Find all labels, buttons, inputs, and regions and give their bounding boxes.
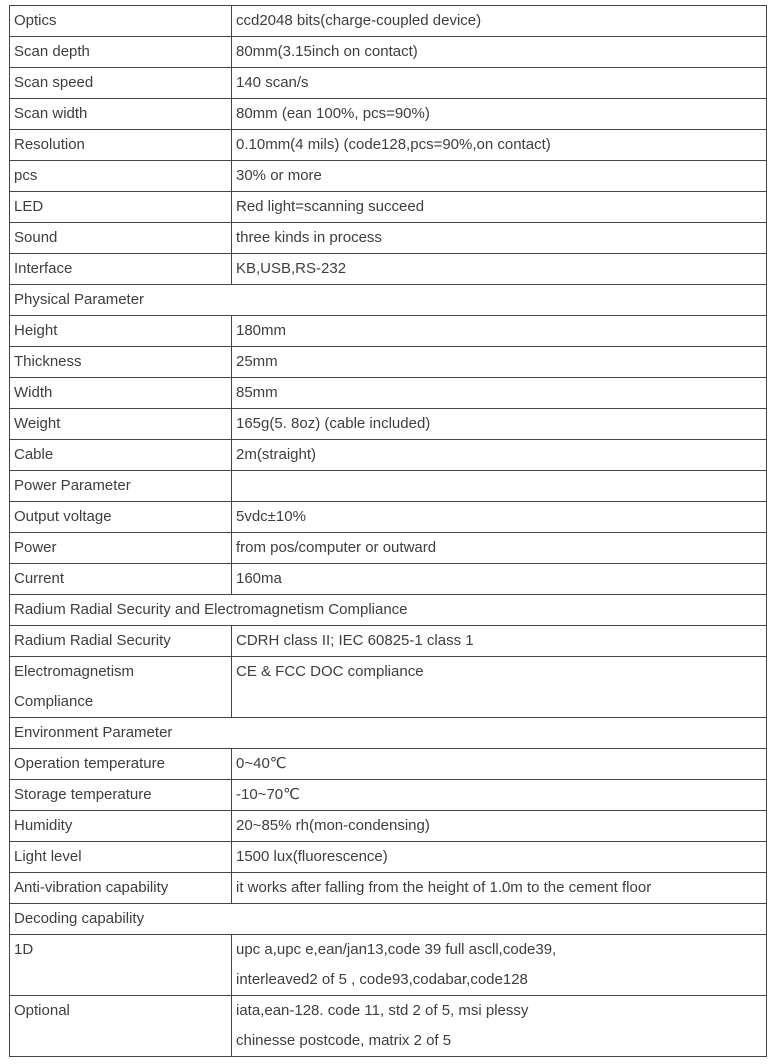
spec-value-cell — [232, 99, 767, 130]
spec-value-cell — [232, 37, 767, 68]
spec-label-cell — [10, 68, 232, 99]
cell-text-line — [236, 471, 764, 501]
cell-text-line: Sound — [14, 229, 58, 246]
table-row — [10, 873, 767, 904]
cell-text-line: Radium Radial Security — [14, 632, 171, 649]
spec-label-cell — [10, 842, 232, 873]
table-row — [10, 99, 767, 130]
cell-text-line: 25mm — [236, 353, 278, 370]
table-row — [10, 316, 767, 347]
section-header-row — [10, 285, 767, 316]
spec-label-cell — [10, 347, 232, 378]
spec-value-cell — [232, 935, 767, 996]
spec-label-cell — [10, 378, 232, 409]
cell-text-line: chinesse postcode, matrix 2 of 5 — [236, 1032, 452, 1049]
spec-value-cell — [232, 192, 767, 223]
table-row — [10, 378, 767, 409]
spec-label-cell — [10, 657, 232, 718]
spec-value-cell — [232, 626, 767, 657]
table-row — [10, 749, 767, 780]
cell-text-line: 165g(5. 8oz) (cable included) — [236, 415, 431, 432]
cell-text-line: Radium Radial Security and Electromagnetism Compliance — [14, 601, 408, 618]
table-row — [10, 842, 767, 873]
table-row — [10, 223, 767, 254]
cell-text-line: Scan depth — [14, 43, 90, 60]
spec-value-cell — [232, 811, 767, 842]
cell-text-line: from pos/computer or outward — [236, 539, 437, 556]
cell-text-line: 85mm — [236, 384, 278, 401]
spec-label-cell — [10, 502, 232, 533]
table-row — [10, 130, 767, 161]
section-header-cell — [10, 595, 767, 626]
spec-value-cell — [232, 409, 767, 440]
spec-label-cell — [10, 161, 232, 192]
table-row — [10, 6, 767, 37]
cell-text-line: upc a,upc e,ean/jan13,code 39 full ascll,code39, — [236, 941, 557, 958]
spec-value-cell — [232, 440, 767, 471]
table-row — [10, 192, 767, 223]
spec-label-cell — [10, 471, 232, 502]
cell-text-line: Power — [14, 539, 57, 556]
section-header-cell — [10, 285, 767, 316]
cell-text-line: three kinds in process — [236, 229, 382, 246]
table-row — [10, 811, 767, 842]
cell-text-line: Height — [14, 322, 58, 339]
spec-label-cell — [10, 996, 232, 1057]
spec-value-cell — [232, 873, 767, 904]
cell-text-line: Storage temperature — [14, 786, 152, 803]
spec-label-cell — [10, 564, 232, 595]
cell-text-line: KB,USB,RS-232 — [236, 260, 347, 277]
cell-text-line: interleaved2 of 5 , code93,codabar,code128 — [236, 971, 528, 988]
cell-text-line: Compliance — [14, 693, 94, 710]
spec-label-cell — [10, 130, 232, 161]
spec-table-body — [10, 6, 767, 1057]
cell-text-line: CE & FCC DOC compliance — [236, 663, 424, 680]
section-header-row — [10, 904, 767, 935]
spec-value-cell — [232, 996, 767, 1057]
cell-text-line: Current — [14, 570, 65, 587]
spec-table — [9, 5, 767, 1057]
cell-text-line: -10~70℃ — [236, 786, 300, 803]
section-header-row — [10, 595, 767, 626]
cell-text-line: 2m(straight) — [236, 446, 317, 463]
table-row — [10, 533, 767, 564]
cell-text-line: 80mm(3.15inch on contact) — [236, 43, 418, 60]
cell-text-line: Red light=scanning succeed — [236, 198, 425, 215]
spec-value-cell — [232, 6, 767, 37]
table-row — [10, 68, 767, 99]
cell-text-line: CDRH class II; IEC 60825-1 class 1 — [236, 632, 474, 649]
spec-value-cell — [232, 161, 767, 192]
spec-value-cell — [232, 254, 767, 285]
spec-value-cell — [232, 749, 767, 780]
table-row — [10, 409, 767, 440]
table-row — [10, 657, 767, 718]
spec-value-cell — [232, 378, 767, 409]
spec-value-cell — [232, 502, 767, 533]
spec-value-cell — [232, 130, 767, 161]
spec-value-cell — [232, 347, 767, 378]
table-row — [10, 471, 767, 502]
table-row — [10, 626, 767, 657]
section-header-cell — [10, 904, 767, 935]
cell-text-line: ccd2048 bits(charge-coupled device) — [236, 12, 482, 29]
table-row — [10, 502, 767, 533]
cell-text-line: Physical Parameter — [14, 291, 145, 308]
spec-label-cell — [10, 37, 232, 68]
cell-text-line: LED — [14, 198, 44, 215]
spec-label-cell — [10, 749, 232, 780]
spec-value-cell — [232, 780, 767, 811]
cell-text-line: pcs — [14, 167, 38, 184]
spec-label-cell — [10, 780, 232, 811]
cell-text-line: 1D — [14, 941, 34, 958]
cell-text-line: Environment Parameter — [14, 724, 173, 741]
cell-text-line: iata,ean-128. code 11, std 2 of 5, msi plessy — [236, 1002, 529, 1019]
spec-value-cell — [232, 657, 767, 718]
spec-value-cell — [232, 842, 767, 873]
spec-value-cell — [232, 564, 767, 595]
spec-label-cell — [10, 811, 232, 842]
cell-text-line: Optional — [14, 1002, 70, 1019]
spec-label-cell — [10, 6, 232, 37]
table-row — [10, 564, 767, 595]
table-row — [10, 161, 767, 192]
table-row — [10, 440, 767, 471]
cell-text-line: Weight — [14, 415, 61, 432]
spec-label-cell — [10, 533, 232, 564]
cell-text-line: Humidity — [14, 817, 73, 834]
table-row — [10, 347, 767, 378]
spec-label-cell — [10, 316, 232, 347]
cell-text-line: Interface — [14, 260, 73, 277]
cell-text-line: Scan speed — [14, 74, 94, 91]
cell-text-line: 0.10mm(4 mils) (code128,pcs=90%,on contact) — [236, 136, 551, 153]
section-header-row — [10, 718, 767, 749]
spec-label-cell — [10, 223, 232, 254]
spec-label-cell — [10, 254, 232, 285]
cell-text-line: 30% or more — [236, 167, 322, 184]
cell-text-line: 180mm — [236, 322, 287, 339]
table-row — [10, 254, 767, 285]
cell-text-line: Anti-vibration capability — [14, 879, 169, 896]
cell-text-line: Light level — [14, 848, 82, 865]
spec-value-cell — [232, 533, 767, 564]
cell-text-line: Output voltage — [14, 508, 112, 525]
table-row — [10, 37, 767, 68]
cell-text-line: it works after falling from the height of 1.0m to the cement floor — [236, 879, 652, 896]
cell-text-line: Power Parameter — [14, 477, 131, 494]
spec-label-cell — [10, 409, 232, 440]
cell-text-line: Thickness — [14, 353, 82, 370]
spec-value-cell — [232, 68, 767, 99]
cell-text-line: Operation temperature — [14, 755, 165, 772]
cell-text-line: Electromagnetism — [14, 663, 135, 680]
table-row — [10, 780, 767, 811]
spec-label-cell — [10, 99, 232, 130]
spec-value-cell — [232, 471, 767, 502]
cell-text-line: 140 scan/s — [236, 74, 309, 91]
section-header-cell — [10, 718, 767, 749]
cell-text-line: 0~40℃ — [236, 755, 287, 772]
cell-text-line: Width — [14, 384, 53, 401]
cell-text-line: 5vdc±10% — [236, 508, 306, 525]
cell-text-line: 1500 lux(fluorescence) — [236, 848, 388, 865]
spec-value-cell — [232, 223, 767, 254]
table-row — [10, 996, 767, 1057]
cell-text-line: 20~85% rh(mon-condensing) — [236, 817, 430, 834]
cell-text-line: Decoding capability — [14, 910, 145, 927]
cell-text-line: 160ma — [236, 570, 282, 587]
spec-label-cell — [10, 440, 232, 471]
spec-label-cell — [10, 873, 232, 904]
spec-label-cell — [10, 935, 232, 996]
cell-text-line: Optics — [14, 12, 57, 29]
cell-text-line: Resolution — [14, 136, 85, 153]
spec-value-cell — [232, 316, 767, 347]
cell-text-line: Scan width — [14, 105, 88, 122]
spec-label-cell — [10, 626, 232, 657]
cell-text-line: Cable — [14, 446, 54, 463]
cell-text-line: 80mm (ean 100%, pcs=90%) — [236, 105, 430, 122]
spec-label-cell — [10, 192, 232, 223]
table-row — [10, 935, 767, 996]
